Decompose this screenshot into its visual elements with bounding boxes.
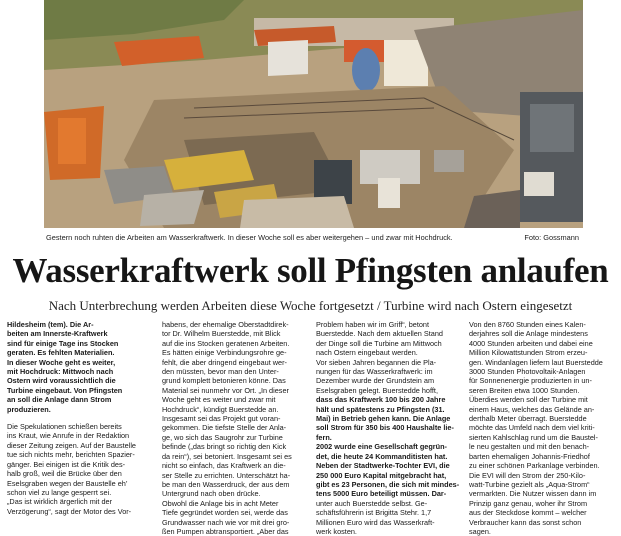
article-text-line: möchte das Umfeld nach dem viel kriti- (469, 423, 595, 433)
article-text-line: zu einer schönen Parkanlage verbinden. (469, 461, 600, 471)
article-column-1 (7, 320, 155, 516)
article-text-line: Problem haben wir im Griff“, betont (316, 320, 430, 329)
article-text-line: Turbine eingebaut. Von Pfingsten (7, 385, 123, 395)
article-text-line: Ostern wird voraussichtlich die (7, 376, 116, 386)
article-text-line: hält und spätestens zu Pfingsten (31. (316, 404, 445, 414)
article-text-line: geraten. Es fehlten Materialien. (7, 348, 115, 358)
article-subheadline: Nach Unterbrechung werden Arbeiten diese Woche fortgesetzt / Turbine wird nach Ostern eingesetzt (48, 298, 573, 313)
article-text-line: 2002 wurde eine Gesellschaft gegrün- (316, 442, 447, 452)
article-text-line: In dieser Woche geht es weiter, (7, 357, 116, 367)
article-text-line: Prinzip ganz genau, woher ihr Strom (469, 498, 588, 508)
article-text-line: für Sonnenenergie produzierten in un- (469, 376, 592, 386)
article-text-line: ser Stelle zu errichten. Unterschätzt ha- (162, 470, 291, 480)
article-text-line: Woche geht es weiter und zwar mit (162, 395, 276, 405)
article-text-line: ins Kraut, wie Anrufe in der Redaktion (7, 431, 130, 441)
article-text-line: 250 000 Euro Kapital mitgebracht hat, (316, 470, 447, 480)
article-text-line: derthalb Meter überragt. Buerstedde (469, 414, 587, 424)
article-column-3 (316, 320, 464, 536)
article-text-line: le neu gestalten und mit den benach- (469, 442, 590, 452)
article-text-line: da rein“), sei betoniert. Insgesamt sei es (162, 451, 292, 461)
article-text-line: fern. (316, 432, 332, 442)
article-text-line: Von den 8760 Stunden eines Kalen- (469, 320, 586, 329)
article-text-line: Neben der Stadtwerke-Tochter EVI, die (316, 461, 450, 471)
article-text-line: fehlt, die aber dringend eingebaut wer- (162, 357, 287, 367)
article-text-line: aus der Steckdose kommt – welcher (469, 508, 587, 518)
article-text-line: Verbraucher kann das sonst schon (469, 517, 582, 527)
article-text-line: Es hätten einige Verbindungsrohre ge- (162, 348, 287, 358)
article-text-line: vermarkten. Die Nutzer wissen dann im (469, 489, 597, 499)
article-text-line: an soll die Anlage dann Strom (7, 395, 112, 405)
article-text-line: grund komplett betonieren könne. Das (162, 376, 286, 386)
article-text-line: „Das ist wirklich ärgerlich mit der (7, 497, 113, 507)
article-text-line: ßen Pumpen abtransportiert. „Aber das (162, 526, 289, 536)
article-text-line: watt-Turbine gezielt als „Aqua-Strom“ (469, 479, 590, 489)
article-text-line: tens 5000 Euro beteiligt müssen. Dar- (316, 489, 447, 499)
article-text-line: Mai) in Betrieb gehen kann. Die Anlage (316, 414, 451, 424)
article-column-4 (469, 320, 617, 536)
article-text-line: gänger. Bei einigen ist die Kritik des- (7, 459, 126, 469)
caption-text: Gestern noch ruhten die Arbeiten am Wasserkraftwerk. In dieser Woche soll es aber weitergehen – und zwar mit Hochdruck. (46, 233, 453, 242)
article-text-line: derjahres soll die Anlage mindestens (469, 329, 588, 339)
article-text-line: Die Spekulationen schießen bereits (7, 422, 122, 432)
article-text-line: den müssten, bevor man den Unter- (162, 367, 279, 377)
article-text-line: Hochdruck“, kündigt Buerstedde an. (162, 404, 279, 414)
article-text-line: sagen. (469, 526, 491, 536)
article-text-line: halb groß, weil die Brücke über den (7, 469, 122, 479)
article-text-line: tue sich nichts mehr, berichten Spazier- (7, 450, 135, 460)
article-text-line: Überdies werden soll der Turbine mit (469, 395, 588, 405)
article-text-line: Eselsgraben wegen der Baustelle eh’ (7, 478, 128, 488)
article-text-line: Grundwasser nach wie vor mit drei gro- (162, 517, 290, 527)
article-text-line: einem Haus, welches das Gelände an- (469, 404, 595, 414)
article-text-line: Die EVI will den Strom der 250-Kilo- (469, 470, 586, 480)
article-text-line: auf die ins Stocken geratenen Arbeiten. (162, 338, 290, 348)
article-text-line: Tiefe gegründet worden sei, werde das (162, 508, 288, 518)
article-text-line: 3000 Stunden Photovoltaik-Anlagen (469, 367, 586, 377)
article-text-line: ge, wo sich das Saugrohr zur Turbine (162, 432, 283, 442)
article-text-line: soll Strom für 350 bis 400 Haushalte lie- (316, 423, 454, 433)
article-text-line: be man den Wasserdruck, der aus dem (162, 479, 290, 489)
article-text-line: beiten am Innerste-Kraftwerk (7, 329, 108, 339)
article-text-line: 4000 Stunden arbeiten und dabei eine (469, 338, 593, 348)
article-text-line: werk kosten. (316, 526, 357, 536)
article-text-line: sind für einige Tage ins Stocken (7, 338, 119, 348)
article-text-line: nungen für das Wasserkraftwerk: im (316, 367, 433, 377)
article-text-line: schäftsführerin ist Brigitta Stehr. 1,7 (316, 508, 432, 518)
photo-scene (44, 0, 583, 228)
article-text-line: Buerstedde. Nach dem aktuellen Stand (316, 329, 443, 339)
article-text-line: befinde („das bringt so richtig den Kick (162, 442, 287, 452)
article-text-line: seren Breiten etwa 1000 Stunden. (469, 385, 580, 395)
article-text-line: Insgesamt sei das Projekt gut voran- (162, 414, 281, 424)
article-text-line: barten ehemaligen Johannis-Friedhof (469, 451, 590, 461)
article-text-line: gekommen. Die tiefste Stelle der Anla- (162, 423, 287, 433)
article-text-line: Obwohl die Anlage bis in acht Meter (162, 498, 279, 508)
article-text-line: Material sei nunmehr vor Ort. „In dieser (162, 385, 289, 395)
article-text-line: dieser Zeitung zeigen. Auf der Baustelle (7, 440, 136, 450)
construction-site-photo (44, 0, 583, 228)
photo-credit: Foto: Gossmann (524, 233, 579, 242)
article-text-line: Verzögerung“, sagt der Motor des Vor- (7, 506, 132, 516)
article-text-line: Millionen Euro wird das Wasserkraft- (316, 517, 435, 527)
article-text-line: nicht so einfach, das Kraftwerk an die- (162, 461, 286, 471)
article-text-line: Hildesheim (tem). Die Ar- (7, 320, 94, 329)
article-column-2 (162, 320, 310, 536)
article-text-line: gibt es 23 Personen, die sich mit mindes- (316, 479, 460, 489)
article-text-line: der Dinge soll die Turbine am Mittwoch (316, 338, 442, 348)
article-text-line: produzieren. (7, 404, 51, 414)
article-text-line: Eselsgraben gelegt. Buerstedde hofft, (316, 385, 438, 395)
article-text-line: sierten Kahlschlag rund um die Baustel- (469, 432, 598, 442)
photo-caption (44, 231, 583, 243)
article-text-line: tor Dr. Wilhelm Buerstedde, mit Blick (162, 329, 281, 339)
article-text-line: det, die heute 24 Kommanditisten hat. (316, 451, 448, 461)
article-text-line: Million Kilowattstunden Strom erzeu- (469, 348, 588, 358)
article-headline: Wasserkraftwerk soll Pfingsten anlaufen (12, 251, 609, 290)
article-text-line: schon viel zu lange gesperrt sei. (7, 487, 112, 497)
article-text-line (7, 414, 155, 422)
article-text-line: Untergrund nach oben drücke. (162, 489, 261, 499)
article-text-line: Vor sieben Jahren begannen die Pla- (316, 357, 437, 367)
article-text-line: habens, der ehemalige Oberstadtdirek- (162, 320, 289, 329)
article-text-line: mit Hochdruck: Mittwoch nach (7, 367, 114, 377)
article-text-line: dass das Kraftwerk 100 bis 200 Jahre (316, 395, 446, 405)
article-text-line: nach Ostern eingebaut werden. (316, 348, 418, 358)
article-text-line: Dezember wurde der Grundstein am (316, 376, 435, 386)
article-text-line: unter auch Buerstedde selbst. Ge- (316, 498, 428, 508)
article-text-line: gen. Windanlagen liefern laut Buerstedde (469, 357, 603, 367)
